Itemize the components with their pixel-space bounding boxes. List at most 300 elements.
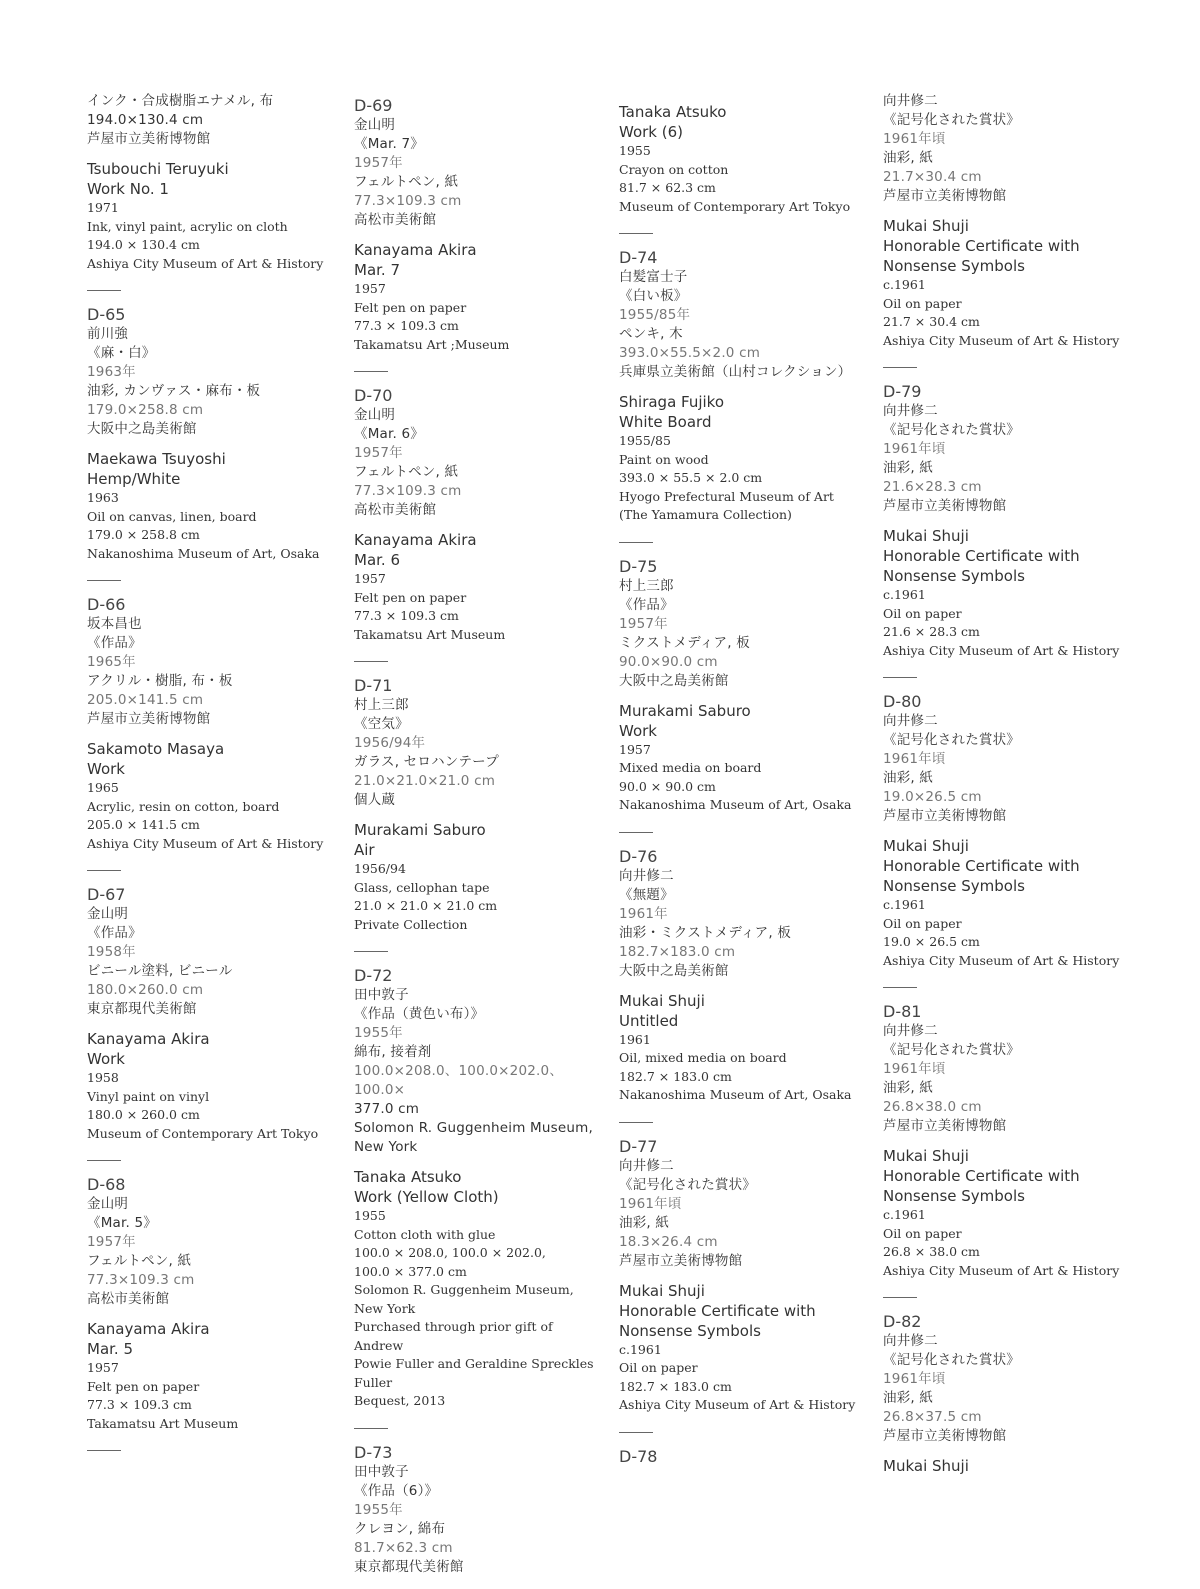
english-caption xyxy=(619,102,869,216)
entry-separator xyxy=(883,367,917,368)
caption-line: 194.0 × 130.4 cm xyxy=(87,237,200,252)
caption-line: 77.3 × 109.3 cm xyxy=(354,318,459,333)
artist-name: Kanayama Akira xyxy=(87,1320,210,1338)
ja-line: 90.0×90.0 cm xyxy=(619,653,718,670)
artwork-title: Work xyxy=(619,721,657,740)
ja-line: 1965年 xyxy=(87,654,136,670)
catalog-entry xyxy=(354,676,604,934)
english-caption xyxy=(883,216,1128,350)
ja-line: 《記号化された賞状》 xyxy=(619,1176,756,1193)
ja-line: 大阪中之島美術館 xyxy=(87,421,197,437)
catalog-entry xyxy=(619,557,869,815)
artwork-title: White Board xyxy=(619,413,712,431)
caption-line: Glass, cellophan tape xyxy=(354,879,490,895)
caption-line: 26.8 × 38.0 cm xyxy=(883,1244,980,1259)
caption-line: 90.0 × 90.0 cm xyxy=(619,778,716,794)
artist-name: Kanayama Akira xyxy=(354,531,477,549)
caption-line: 1957 xyxy=(619,741,651,757)
caption-line: 393.0 × 55.5 × 2.0 cm xyxy=(619,470,763,485)
caption-line: Crayon on cotton xyxy=(619,161,729,177)
entry-separator xyxy=(354,661,388,662)
artist-name: Maekawa Tsuyoshi xyxy=(87,450,226,468)
artwork-title: Honorable Certificate with Nonsense Symbols xyxy=(883,857,1080,895)
caption-line: Powie Fuller and Geraldine Spreckles Fuller xyxy=(354,1356,594,1390)
ja-line: 坂本昌也 xyxy=(87,616,142,632)
caption-line: Takamatsu Art ;Museum xyxy=(354,336,510,352)
ja-line: 油彩, 紙 xyxy=(883,770,934,786)
ja-line: 《無題》 xyxy=(619,886,674,903)
ja-line: 26.8×38.0 cm xyxy=(883,1099,982,1115)
ja-line: 油彩・ミクストメディア, 板 xyxy=(619,924,792,941)
caption-line: 179.0 × 258.8 cm xyxy=(87,527,200,542)
caption-line: Acrylic, resin on cotton, board xyxy=(87,798,280,814)
english-caption xyxy=(619,991,869,1105)
artwork-title: Work xyxy=(87,760,125,778)
ja-line: 《作品（6）》 xyxy=(354,1482,439,1499)
artwork-title: Work No. 1 xyxy=(87,180,169,198)
ja-line: 1956/94年 xyxy=(354,735,426,751)
caption-line: 21.6 × 28.3 cm xyxy=(883,624,980,639)
ja-line: 1957年 xyxy=(354,155,403,171)
ja-line: 205.0×141.5 cm xyxy=(87,692,204,708)
ja-line: 77.3×109.3 cm xyxy=(87,1272,195,1288)
ja-line: 1958年 xyxy=(87,944,136,960)
caption-line: 100.0 × 208.0, 100.0 × 202.0, xyxy=(354,1245,546,1260)
artist-name: Tanaka Atsuko xyxy=(354,1168,462,1186)
catalog-column-4 xyxy=(883,92,1128,1476)
ja-line: 綿布, 接着剤 xyxy=(354,1044,432,1060)
caption-line: Oil on paper xyxy=(883,295,962,311)
ja-line: 《作品（黄色い布）》 xyxy=(354,1006,485,1022)
caption-line: Felt pen on paper xyxy=(354,589,467,605)
entry-separator xyxy=(87,580,121,581)
entry-separator xyxy=(619,1432,653,1433)
ja-line: ペンキ, 木 xyxy=(619,326,683,342)
ja-line: ミクストメディア, 板 xyxy=(619,634,750,651)
english-caption xyxy=(87,1319,337,1433)
ja-line: アクリル・樹脂, 布・板 xyxy=(87,673,233,689)
caption-line: Museum of Contemporary Art Tokyo xyxy=(87,1125,319,1141)
caption-line: 1965 xyxy=(87,780,119,795)
catalog-entry-continued xyxy=(619,102,869,216)
caption-line: 1955 xyxy=(619,143,651,158)
caption-line: 1971 xyxy=(87,200,119,215)
ja-line: 大阪中之島美術館 xyxy=(619,962,729,979)
artist-name: Mukai Shuji xyxy=(883,1457,969,1475)
entry-separator xyxy=(883,1297,917,1298)
english-caption xyxy=(883,1146,1128,1280)
ja-line: 《記号化された賞状》 xyxy=(883,422,1020,438)
ja-line: 東京都現代美術館 xyxy=(354,1558,464,1575)
ja-line: 1955/85年 xyxy=(619,307,691,323)
catalog-column-2 xyxy=(354,92,604,1577)
ja-line: 1961年頃 xyxy=(883,131,946,147)
artwork-title: Untitled xyxy=(619,1011,679,1030)
caption-line: Takamatsu Art Museum xyxy=(87,1415,239,1431)
ja-line: 金山明 xyxy=(87,906,129,922)
caption-line: 1955/85 xyxy=(619,433,671,448)
ja-line: 向井修二 xyxy=(619,1157,674,1174)
caption-line: Museum of Contemporary Art Tokyo xyxy=(619,198,851,214)
entry-number: D-76 xyxy=(619,846,658,866)
caption-line: Oil on paper xyxy=(883,605,962,621)
ja-line: 1955年 xyxy=(354,1025,403,1041)
artist-name: Tsubouchi Teruyuki xyxy=(87,160,229,178)
catalog-column-1 xyxy=(87,92,337,1465)
catalog-entry xyxy=(883,1002,1128,1280)
ja-line: 芦屋市立美術博物館 xyxy=(619,1252,743,1269)
ja-line: 芦屋市立美術博物館 xyxy=(883,1118,1007,1134)
caption-line: 1956/94 xyxy=(354,861,406,876)
ja-line: 《作品》 xyxy=(619,596,674,613)
artist-name: Tanaka Atsuko xyxy=(619,103,727,121)
ja-line: 油彩, 紙 xyxy=(883,1080,934,1096)
english-caption xyxy=(354,240,604,354)
caption-line: 81.7 × 62.3 cm xyxy=(619,180,716,195)
caption-line: 1963 xyxy=(87,490,119,505)
entry-separator xyxy=(87,290,121,291)
catalog-entry xyxy=(619,847,869,1105)
entry-separator xyxy=(619,542,653,543)
entry-separator xyxy=(619,233,653,234)
entry-separator xyxy=(619,1122,653,1123)
caption-line: c.1961 xyxy=(883,897,926,912)
entry-number: D-77 xyxy=(619,1136,658,1156)
caption-line: Ink, vinyl paint, acrylic on cloth xyxy=(87,218,288,234)
caption-line: Oil on paper xyxy=(883,915,962,931)
ja-line: 《作品》 xyxy=(87,635,142,651)
ja-line: 179.0×258.8 cm xyxy=(87,402,204,418)
caption-line: c.1961 xyxy=(619,1341,662,1357)
artwork-title: Honorable Certificate with Nonsense Symbols xyxy=(883,547,1080,585)
entry-number: D-69 xyxy=(354,96,393,115)
ja-line: 油彩, カンヴァス・麻布・板 xyxy=(87,383,261,399)
caption-line: Bequest, 2013 xyxy=(354,1393,446,1408)
catalog-entry xyxy=(883,382,1128,660)
ja-line: 《白い板》 xyxy=(619,288,688,304)
ja-line: 芦屋市立美術博物館 xyxy=(883,188,1007,204)
catalog-column-3 xyxy=(619,92,869,1467)
caption-line: 1957 xyxy=(354,281,386,296)
artist-name: Mukai Shuji xyxy=(883,837,969,855)
caption-line: Nakanoshima Museum of Art, Osaka xyxy=(619,1087,852,1102)
ja-line: 194.0×130.4 cm xyxy=(87,112,204,128)
caption-line: 1958 xyxy=(87,1070,119,1085)
caption-line: 1955 xyxy=(354,1208,386,1223)
english-caption xyxy=(87,159,337,273)
artwork-title: Honorable Certificate with Nonsense Symbols xyxy=(883,237,1080,275)
ja-line: 高松市美術館 xyxy=(354,212,437,228)
ja-line: 1957年 xyxy=(87,1234,136,1250)
english-caption xyxy=(619,701,869,815)
ja-line: 高松市美術館 xyxy=(354,502,437,518)
english-caption xyxy=(619,392,869,525)
ja-line: 田中敦子 xyxy=(354,1463,409,1480)
caption-line: c.1961 xyxy=(883,587,926,602)
artist-name: Mukai Shuji xyxy=(619,991,705,1010)
caption-line: Nakanoshima Museum of Art, Osaka xyxy=(619,797,852,812)
ja-line: 東京都現代美術館 xyxy=(87,1001,197,1017)
catalog-entry xyxy=(619,248,869,525)
entry-separator xyxy=(354,1428,388,1429)
catalog-entry xyxy=(354,96,604,354)
ja-line: 向井修二 xyxy=(883,1333,938,1349)
catalog-entry xyxy=(87,885,337,1143)
ja-line: 大阪中之島美術館 xyxy=(619,672,729,689)
entry-number: D-68 xyxy=(87,1175,126,1194)
ja-line: 油彩, 紙 xyxy=(883,1390,934,1406)
caption-line: Felt pen on paper xyxy=(354,299,467,315)
ja-line: 1961年頃 xyxy=(883,751,946,767)
entry-separator xyxy=(87,1450,121,1451)
artwork-title: Work (Yellow Cloth) xyxy=(354,1188,499,1206)
caption-line: Solomon R. Guggenheim Museum, New York xyxy=(354,1282,574,1316)
caption-line: 100.0 × 377.0 cm xyxy=(354,1263,467,1279)
caption-line: 182.7 × 183.0 cm xyxy=(619,1068,732,1084)
entry-separator xyxy=(87,1160,121,1161)
ja-line: 《作品》 xyxy=(87,925,142,941)
artwork-title: Air xyxy=(354,841,375,859)
ja-line: 21.7×30.4 cm xyxy=(883,169,982,185)
caption-line: Hyogo Prefectural Museum of Art xyxy=(619,488,834,504)
ja-line: 兵庫県立美術館（山村コレクション） xyxy=(619,364,852,380)
ja-line: 81.7×62.3 cm xyxy=(354,1539,453,1556)
caption-line: Ashiya City Museum of Art & History xyxy=(87,255,324,271)
entry-separator xyxy=(619,832,653,833)
ja-line: 1955年 xyxy=(354,1501,403,1518)
ja-line: 芦屋市立美術博物館 xyxy=(883,808,1007,824)
entry-number: D-70 xyxy=(354,386,393,405)
catalog-entry xyxy=(87,1175,337,1433)
caption-line: 1957 xyxy=(354,571,386,586)
ja-line: 19.0×26.5 cm xyxy=(883,789,982,805)
artwork-title: Hemp/White xyxy=(87,470,181,488)
ja-line: 21.6×28.3 cm xyxy=(883,479,982,495)
catalog-entry xyxy=(883,1312,1128,1476)
entry-separator xyxy=(354,951,388,952)
entry-separator xyxy=(883,677,917,678)
caption-line: Nakanoshima Museum of Art, Osaka xyxy=(87,545,320,561)
catalog-entry xyxy=(354,386,604,644)
caption-line: 21.7 × 30.4 cm xyxy=(883,314,980,329)
caption-line: 77.3 × 109.3 cm xyxy=(354,608,459,623)
entry-separator xyxy=(883,987,917,988)
ja-line: 芦屋市立美術博物館 xyxy=(87,131,211,147)
catalog-entry-continued xyxy=(883,92,1128,350)
catalog-entry xyxy=(619,1447,869,1467)
english-caption xyxy=(354,530,604,644)
caption-line: Ashiya City Museum of Art & History xyxy=(883,332,1120,348)
caption-line: Private Collection xyxy=(354,916,468,932)
caption-line: Cotton cloth with glue xyxy=(354,1226,496,1242)
artwork-title: Mar. 7 xyxy=(354,261,401,279)
ja-line: 芦屋市立美術博物館 xyxy=(87,711,211,727)
entry-number: D-80 xyxy=(883,692,922,711)
caption-line: Ashiya City Museum of Art & History xyxy=(883,1262,1120,1278)
caption-line: Ashiya City Museum of Art & History xyxy=(619,1397,856,1412)
ja-line: 油彩, 紙 xyxy=(619,1214,670,1231)
ja-line: 向井修二 xyxy=(619,867,674,884)
ja-line: 《Mar. 7》 xyxy=(354,136,425,152)
ja-line: 向井修二 xyxy=(883,1023,938,1039)
caption-line: (The Yamamura Collection) xyxy=(619,507,792,522)
entry-separator xyxy=(354,371,388,372)
caption-line: Felt pen on paper xyxy=(87,1378,200,1394)
caption-line: Takamatsu Art Museum xyxy=(354,626,506,642)
entry-number: D-79 xyxy=(883,382,922,401)
entry-separator xyxy=(87,870,121,871)
ja-line: 芦屋市立美術博物館 xyxy=(883,1428,1007,1444)
english-caption xyxy=(87,1029,337,1143)
ja-line: 田中敦子 xyxy=(354,987,409,1003)
ja-line: 1961年頃 xyxy=(619,1195,682,1212)
ja-line: 1961年頃 xyxy=(883,1371,946,1387)
entry-number: D-71 xyxy=(354,676,393,695)
ja-line: 1957年 xyxy=(354,445,403,461)
ja-line: 100.0×208.0、100.0×202.0、100.0× xyxy=(354,1063,564,1098)
ja-line: 1963年 xyxy=(87,364,136,380)
caption-line: Oil on canvas, linen, board xyxy=(87,508,257,524)
english-caption xyxy=(87,739,337,853)
caption-line: 77.3 × 109.3 cm xyxy=(87,1397,192,1412)
artist-name: Sakamoto Masaya xyxy=(87,740,225,758)
ja-line: 77.3×109.3 cm xyxy=(354,483,462,499)
artwork-title: Honorable Certificate with Nonsense Symbols xyxy=(619,1301,816,1340)
entry-number: D-73 xyxy=(354,1442,393,1462)
english-caption xyxy=(883,1456,1128,1476)
caption-line: 180.0 × 260.0 cm xyxy=(87,1107,200,1122)
ja-line: 芦屋市立美術博物館 xyxy=(883,498,1007,514)
artist-name: Kanayama Akira xyxy=(87,1030,210,1048)
catalog-entry xyxy=(87,595,337,853)
caption-line: 1957 xyxy=(87,1360,119,1375)
english-caption xyxy=(354,1167,604,1411)
ja-line: 《記号化された賞状》 xyxy=(883,732,1020,748)
catalog-entry xyxy=(619,1137,869,1415)
ja-line: 180.0×260.0 cm xyxy=(87,982,204,998)
entry-number: D-75 xyxy=(619,556,658,576)
caption-line: c.1961 xyxy=(883,277,926,292)
ja-line: 393.0×55.5×2.0 cm xyxy=(619,345,761,361)
ja-line: ビニール塗料, ビニール xyxy=(87,963,233,979)
caption-line: 1961 xyxy=(619,1031,651,1047)
artwork-title: Mar. 6 xyxy=(354,551,401,569)
english-caption xyxy=(87,449,337,563)
artist-name: Murakami Saburo xyxy=(619,701,751,720)
artist-name: Shiraga Fujiko xyxy=(619,393,725,411)
caption-line: Mixed media on board xyxy=(619,760,762,775)
ja-line: インク・合成樹脂エナメル, 布 xyxy=(87,93,274,109)
ja-line: 金山明 xyxy=(87,1196,129,1212)
entry-number: D-82 xyxy=(883,1312,922,1331)
artist-name: Mukai Shuji xyxy=(619,1281,705,1300)
caption-line: Ashiya City Museum of Art & History xyxy=(883,642,1120,658)
entry-number: D-78 xyxy=(619,1446,658,1466)
artwork-title: Honorable Certificate with Nonsense Symbols xyxy=(883,1167,1080,1205)
caption-line: Ashiya City Museum of Art & History xyxy=(883,952,1120,968)
ja-line: 金山明 xyxy=(354,117,396,133)
ja-line: 前川強 xyxy=(87,326,129,342)
ja-line: 21.0×21.0×21.0 cm xyxy=(354,773,496,789)
ja-line: 《記号化された賞状》 xyxy=(883,112,1020,128)
ja-line: フェルトペン, 紙 xyxy=(354,174,459,190)
catalog-entry xyxy=(87,305,337,563)
artist-name: Mukai Shuji xyxy=(883,1147,969,1165)
ja-line: 《麻・白》 xyxy=(87,345,156,361)
ja-line: 油彩, 紙 xyxy=(883,460,934,476)
ja-line: 18.3×26.4 cm xyxy=(619,1233,718,1250)
caption-line: Oil on paper xyxy=(883,1225,962,1241)
ja-line: 向井修二 xyxy=(883,403,938,419)
artist-name: Murakami Saburo xyxy=(354,821,486,839)
ja-line: 向井修二 xyxy=(883,93,938,109)
ja-line: 1957年 xyxy=(619,615,668,632)
ja-line: 77.3×109.3 cm xyxy=(354,193,462,209)
artwork-title: Mar. 5 xyxy=(87,1340,134,1358)
ja-line: 26.8×37.5 cm xyxy=(883,1409,982,1425)
english-caption xyxy=(619,1281,869,1415)
caption-line: Vinyl paint on vinyl xyxy=(87,1088,210,1104)
artist-name: Mukai Shuji xyxy=(883,217,969,235)
ja-line: 《空気》 xyxy=(354,716,409,732)
catalog-entry-continued xyxy=(87,92,337,273)
ja-line: 白髪富士子 xyxy=(619,269,688,285)
ja-line: Solomon R. Guggenheim Museum, New York xyxy=(354,1120,593,1155)
caption-line: c.1961 xyxy=(883,1207,926,1222)
caption-line: 19.0 × 26.5 cm xyxy=(883,934,980,949)
ja-line: ガラス, セロハンテープ xyxy=(354,754,499,770)
english-caption xyxy=(354,820,604,934)
ja-line: 1961年頃 xyxy=(883,441,946,457)
ja-line: フェルトペン, 紙 xyxy=(87,1253,192,1269)
ja-line: 個人蔵 xyxy=(354,792,396,808)
entry-number: D-72 xyxy=(354,966,393,985)
artwork-title: Work xyxy=(87,1050,125,1068)
caption-line: Purchased through prior gift of Andrew xyxy=(354,1319,553,1353)
catalog-entry xyxy=(883,692,1128,970)
caption-line: Oil on paper xyxy=(619,1360,698,1375)
entry-number: D-81 xyxy=(883,1002,922,1021)
ja-line: 182.7×183.0 cm xyxy=(619,943,736,960)
caption-line: Paint on wood xyxy=(619,451,709,467)
caption-line: Ashiya City Museum of Art & History xyxy=(87,835,324,851)
ja-line: フェルトペン, 紙 xyxy=(354,464,459,480)
artwork-title: Work (6) xyxy=(619,123,683,141)
ja-line: 村上三郎 xyxy=(354,697,409,713)
entry-number: D-74 xyxy=(619,248,658,267)
entry-number: D-67 xyxy=(87,885,126,904)
ja-line: 高松市美術館 xyxy=(87,1291,170,1307)
ja-line: 油彩, 紙 xyxy=(883,150,934,166)
ja-line: 向井修二 xyxy=(883,713,938,729)
entry-number: D-66 xyxy=(87,595,126,614)
english-caption xyxy=(883,526,1128,660)
caption-line: 182.7 × 183.0 cm xyxy=(619,1378,732,1394)
ja-line: 村上三郎 xyxy=(619,577,674,594)
catalog-entry xyxy=(354,966,604,1411)
caption-line: 21.0 × 21.0 × 21.0 cm xyxy=(354,898,498,913)
entry-number: D-65 xyxy=(87,305,126,324)
artist-name: Mukai Shuji xyxy=(883,527,969,545)
caption-line: 205.0 × 141.5 cm xyxy=(87,817,200,832)
english-caption xyxy=(883,836,1128,970)
ja-line: クレヨン, 綿布 xyxy=(354,1520,446,1537)
caption-line: Oil, mixed media on board xyxy=(619,1050,787,1065)
ja-line: 1961年 xyxy=(619,905,668,922)
ja-line: 《記号化された賞状》 xyxy=(883,1042,1020,1058)
catalog-entry xyxy=(354,1443,604,1577)
ja-line: 377.0 cm xyxy=(354,1101,420,1117)
